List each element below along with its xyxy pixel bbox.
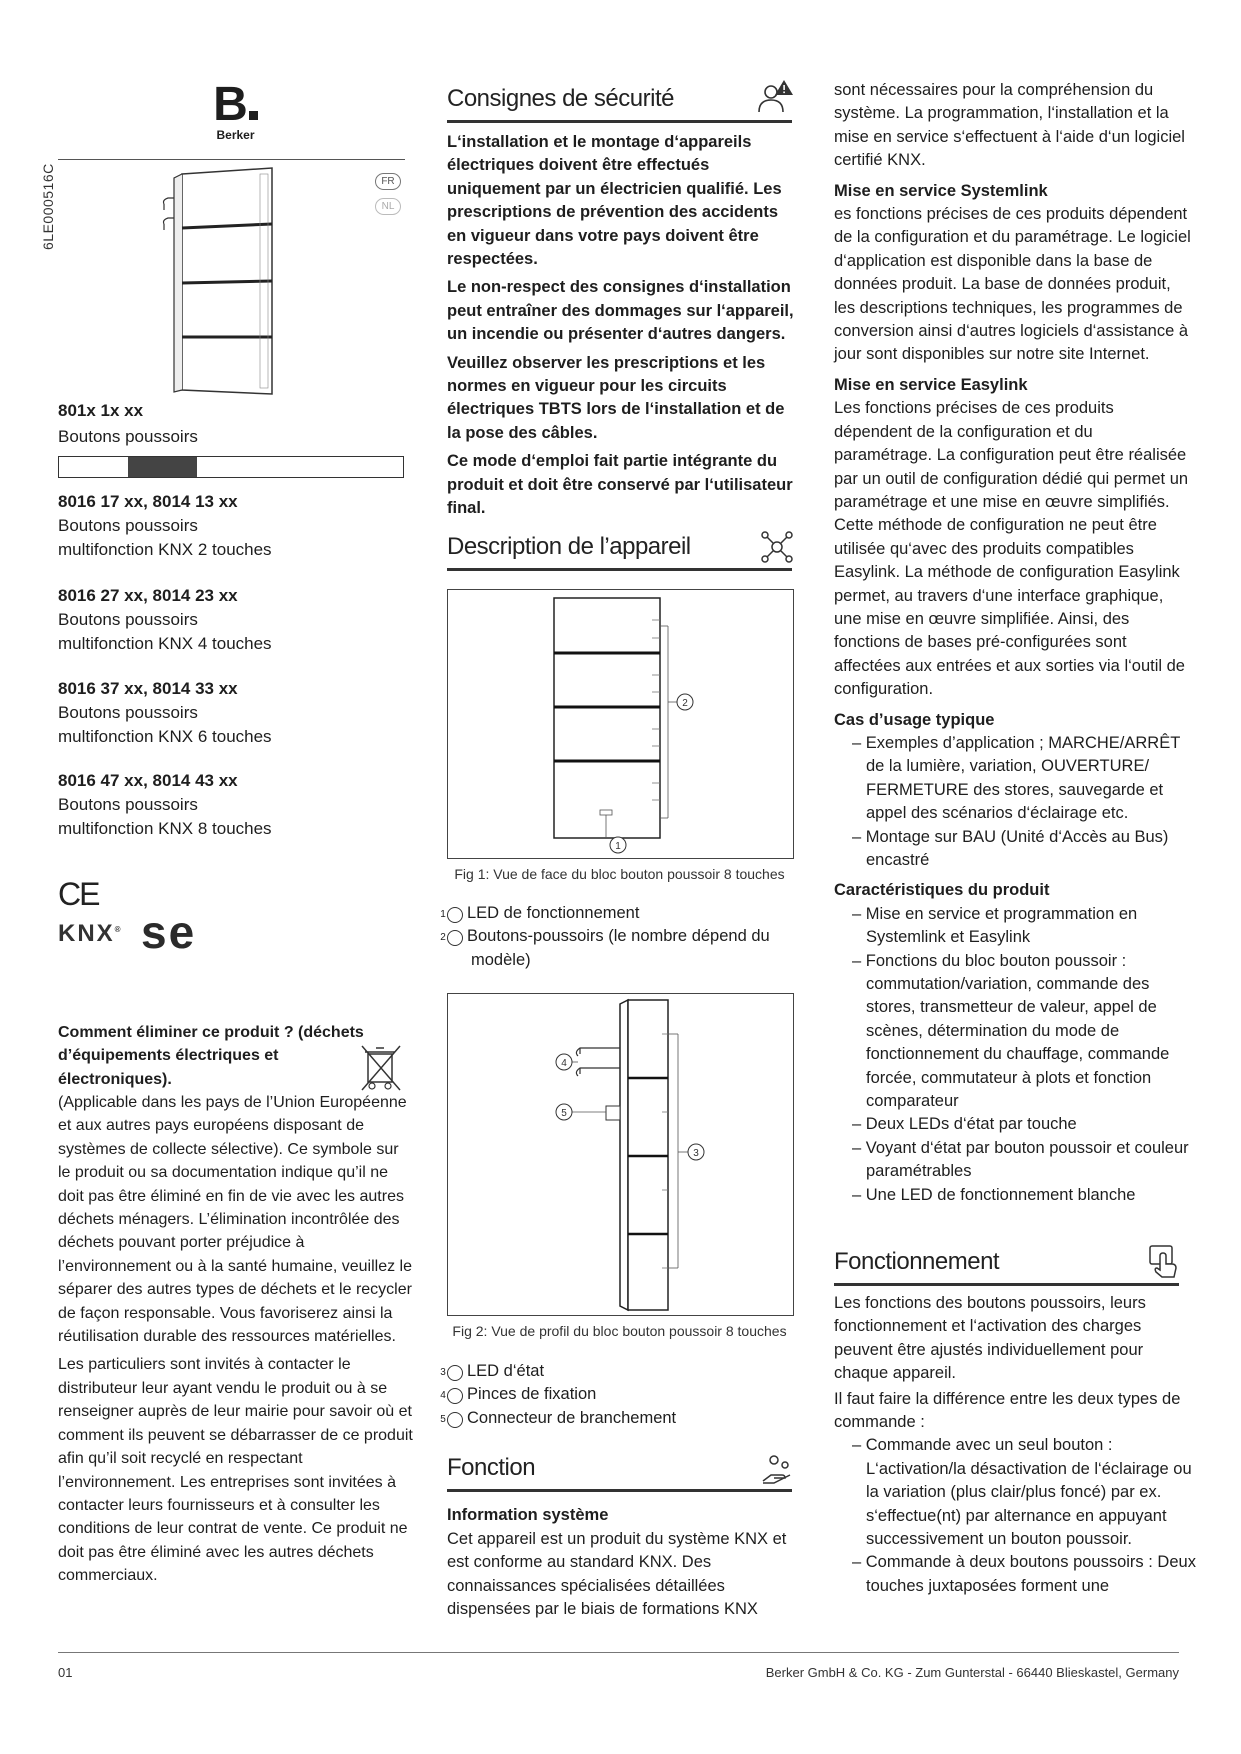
section-title-description: Description de l’appareil <box>447 533 691 560</box>
features-list <box>834 903 1194 1207</box>
weee-paragraph: Les particuliers sont invités à contacter le distributeur leur ayant vendu le produit ou à se renseigner auprès de leur mairie pour savoir où et comment ils peuvent se débarrasser de ce produit afin qu’il soit recyclé en respectant l’environnement. Les entreprises sont invitées à contacter leurs fournisseurs et à consulter les conditions de leur contrat de vente. Ce produit ne doit pas être éliminé avec les autres déchets commerciaux. <box>58 1356 413 1585</box>
safety-paragraph: Le non-respect des consignes d‘installation peut entraîner des dommages sur l‘appareil, un incendie ou présenter d‘autres dangers. <box>447 278 794 344</box>
legend-item: 5 Connecteur de branchement <box>440 1408 677 1427</box>
svg-text:5: 5 <box>561 1108 567 1119</box>
product-variant <box>58 677 408 749</box>
document-code: 6LE000516C <box>40 163 56 250</box>
se-logo: se <box>141 906 197 958</box>
systemlink-title: Mise en service Systemlink <box>834 181 1048 200</box>
list-item: – Montage sur BAU (Unité d‘Accès au Bus) encastré <box>848 826 1194 873</box>
easylink-text: Les fonctions précises de ces produits dépendent de la configuration et du paramétrage. La configuration peut être réalisée par un outil de configuration dédié qui permet un paramétrage et une mise en œuvre simplifiés. <box>834 399 1189 511</box>
variant-line2: multifonction KNX 4 touches <box>58 634 272 653</box>
legend-item: 2 Boutons-poussoirs (le nombre dépend du modèle) <box>440 927 770 969</box>
variant-indicator-bar <box>58 456 404 478</box>
systemlink-text: es fonctions précises de ces produits dépendent de la configuration et du paramétrage. Le logiciel d‘application est disponible dans la base de données produit. La base de données produit, les descriptions techniques, les programmes de conversion ainsi d‘autres logiciels d‘assistance à jour sont disponibles sur notre site Internet. <box>834 205 1191 364</box>
variant-codes: 8016 17 xx, 8014 13 xx <box>58 492 238 511</box>
weee-title: Comment éliminer ce produit ? (déchets d’équipements électriques et électroniques). <box>58 1024 364 1088</box>
variant-line1: Boutons poussoirs <box>58 795 198 814</box>
fonctionnement-paragraph: Les fonctions des boutons poussoirs, leurs fonctionnement et l‘activation des charges peuvent être ajustés individuellement pour chaque appareil. <box>834 1294 1146 1383</box>
legend-item: 4 Pinces de fixation <box>440 1385 597 1404</box>
svg-text:2: 2 <box>682 698 688 709</box>
device-illustration <box>160 166 280 396</box>
svg-text:1: 1 <box>615 841 621 852</box>
safety-paragraph: Veuillez observer les prescriptions et les normes en vigueur pour les circuits électriques TBTS lors de l‘installation et de la pose des câbles. <box>447 353 785 442</box>
section-title-fonction: Fonction <box>447 1454 536 1481</box>
fonction-text: Cet appareil est un produit du système KNX et est conforme au standard KNX. Des connaissances spécialisées détaillées dispensées par le biais de formations KNX <box>447 1530 787 1619</box>
figure-1-front-view <box>448 590 793 858</box>
fonctionnement-text <box>834 1292 1196 1598</box>
safety-paragraph: L‘installation et le montage d‘appareils électriques doivent être effectués uniquement par un électricien qualifié. Les prescriptions de prévention des accidents en vigueur dans votre pays doivent être respectées. <box>447 133 782 269</box>
ce-mark: CE <box>58 876 99 912</box>
footer-address: Berker GmbH & Co. KG - Zum Gunterstal - 66440 Blieskastel, Germany <box>765 1665 1179 1680</box>
list-item: – Commande à deux boutons poussoirs : Deux touches juxtaposées forment une <box>848 1551 1196 1598</box>
product-family-name: Boutons poussoirs <box>58 427 198 446</box>
figure-2-legend <box>440 1360 794 1430</box>
product-family <box>58 399 408 449</box>
product-variant <box>58 584 408 656</box>
legend-item: 3 LED d‘état <box>440 1362 545 1380</box>
variant-line2: multifonction KNX 8 touches <box>58 819 272 838</box>
device-network-icon <box>760 530 794 564</box>
list-item: – Exemples d’application ; MARCHE/ARRÊT de la lumière, variation, OUVERTURE/ FERMETURE des stores, sauvegarde et appel des scénarios d‘éclairage etc. <box>848 732 1194 826</box>
brand-word: Berker <box>216 128 255 142</box>
hand-gears-icon <box>760 1451 794 1485</box>
variant-line1: Boutons poussoirs <box>58 516 198 535</box>
section-title-safety: Consignes de sécurité <box>447 85 674 112</box>
variant-line1: Boutons poussoirs <box>58 610 198 629</box>
brand-logo <box>208 78 263 142</box>
figure-2-frame <box>447 993 794 1316</box>
list-item: – Commande avec un seul bouton : L‘activation/la désactivation de l‘éclairage ou la variation (plus clair/plus foncé) par ex. s‘effectue(nt) par alternance en appuyant successivement un bouton poussoir. <box>848 1434 1196 1551</box>
header-divider <box>58 159 405 160</box>
variant-codes: 8016 37 xx, 8014 33 xx <box>58 679 238 698</box>
svg-text:4: 4 <box>561 1058 567 1069</box>
variant-line2: multifonction KNX 6 touches <box>58 727 272 746</box>
list-item: – Deux LEDs d‘état par touche <box>848 1113 1194 1136</box>
safety-text <box>447 131 794 526</box>
page-number: 01 <box>58 1665 73 1680</box>
electrician-warning-icon <box>756 78 794 114</box>
list-item: – Une LED de fonctionnement blanche <box>848 1184 1194 1207</box>
section-rule <box>447 1489 792 1492</box>
figure-1-caption: Fig 1: Vue de face du bloc bouton poussoir 8 touches <box>454 866 785 882</box>
knx-logo: KNX® <box>58 920 123 947</box>
variant-indicator-selected <box>128 457 197 477</box>
variant-codes: 8016 47 xx, 8014 43 xx <box>58 771 238 790</box>
safety-paragraph: Ce mode d‘emploi fait partie intégrante du produit et doit être conservé par l‘utilisateur final. <box>447 452 793 518</box>
weee-bin-icon <box>356 1040 406 1095</box>
brand-mark: B <box>208 82 263 128</box>
variant-line1: Boutons poussoirs <box>58 703 198 722</box>
language-badge-nl: NL <box>375 198 401 215</box>
list-item: – Mise en service et programmation en Systemlink et Easylink <box>848 903 1194 950</box>
product-variant <box>58 769 408 841</box>
section-title-fonctionnement: Fonctionnement <box>834 1248 1000 1275</box>
easylink-title: Mise en service Easylink <box>834 375 1028 394</box>
product-variant <box>58 490 408 562</box>
usage-list <box>834 732 1194 872</box>
figure-2-side-view <box>448 994 793 1315</box>
touch-hand-icon <box>1148 1244 1180 1278</box>
footer-divider <box>58 1652 1179 1653</box>
figure-1-legend <box>440 902 794 972</box>
features-title: Caractéristiques du produit <box>834 881 1050 900</box>
fonction-subtitle: Information système <box>447 1506 609 1524</box>
language-badge-fr: FR <box>375 173 401 190</box>
product-family-code: 801x 1x xx <box>58 401 144 420</box>
fonctionnement-paragraph: Il faut faire la différence entre les deux types de commande : <box>834 1389 1181 1432</box>
variant-line2: multifonction KNX 2 touches <box>58 540 272 559</box>
fonctionnement-list <box>834 1434 1196 1598</box>
section-rule <box>834 1283 1179 1286</box>
legend-item: 1 LED de fonctionnement <box>440 904 640 922</box>
right-column <box>834 79 1194 1207</box>
section-rule <box>447 568 792 571</box>
usage-title: Cas d’usage typique <box>834 710 995 729</box>
variant-codes: 8016 27 xx, 8014 23 xx <box>58 586 238 605</box>
weee-paragraph: (Applicable dans les pays de l’Union Européenne et aux autres pays européens disposant de systèmes de collecte sélective). Ce symbole sur le produit ou sa documentation indique qu’il ne doit pas être éliminé en fin de vie avec les autres déchets ménagers. L’élimination incontrôlée des déchets pouvant porter préjudice à l’environnement ou à la santé humaine, veuillez le séparer des autres types de déchets et le recycler de façon responsable. Vous favoriserez ainsi la réutilisation durable des ressources matérielles. <box>58 1094 412 1346</box>
weee-text <box>58 1091 415 1593</box>
svg-text:3: 3 <box>693 1148 699 1159</box>
figure-2-caption: Fig 2: Vue de profil du bloc bouton poussoir 8 touches <box>452 1323 787 1339</box>
easylink-text: Cette méthode de configuration ne peut être utilisée qu‘avec des produits compatibles Easylink. La méthode de configuration Easylink permet, au travers d‘une interface graphique, une mise en œuvre simplifiée. Ainsi, des fonctions de bases pré-configurées sont affectées aux entrées et aux sorties via l‘outil de configuration. <box>834 516 1185 699</box>
list-item: – Voyant d‘état par bouton poussoir et couleur paramétrables <box>848 1137 1194 1184</box>
intro-text: sont nécessaires pour la compréhension du système. La programmation, l‘installation et la mise en service s‘effectuent à l‘aide d‘un logiciel certifié KNX. <box>834 81 1185 170</box>
list-item: – Fonctions du bloc bouton poussoir : commutation/variation, commande des stores, transmetteur de valeur, appel de scènes, détermination du mode de fonctionnement du chauffage, commande forcée, commutateur à plots et fonction comparateur <box>848 950 1194 1114</box>
figure-1-frame <box>447 589 794 859</box>
section-rule <box>447 120 792 123</box>
